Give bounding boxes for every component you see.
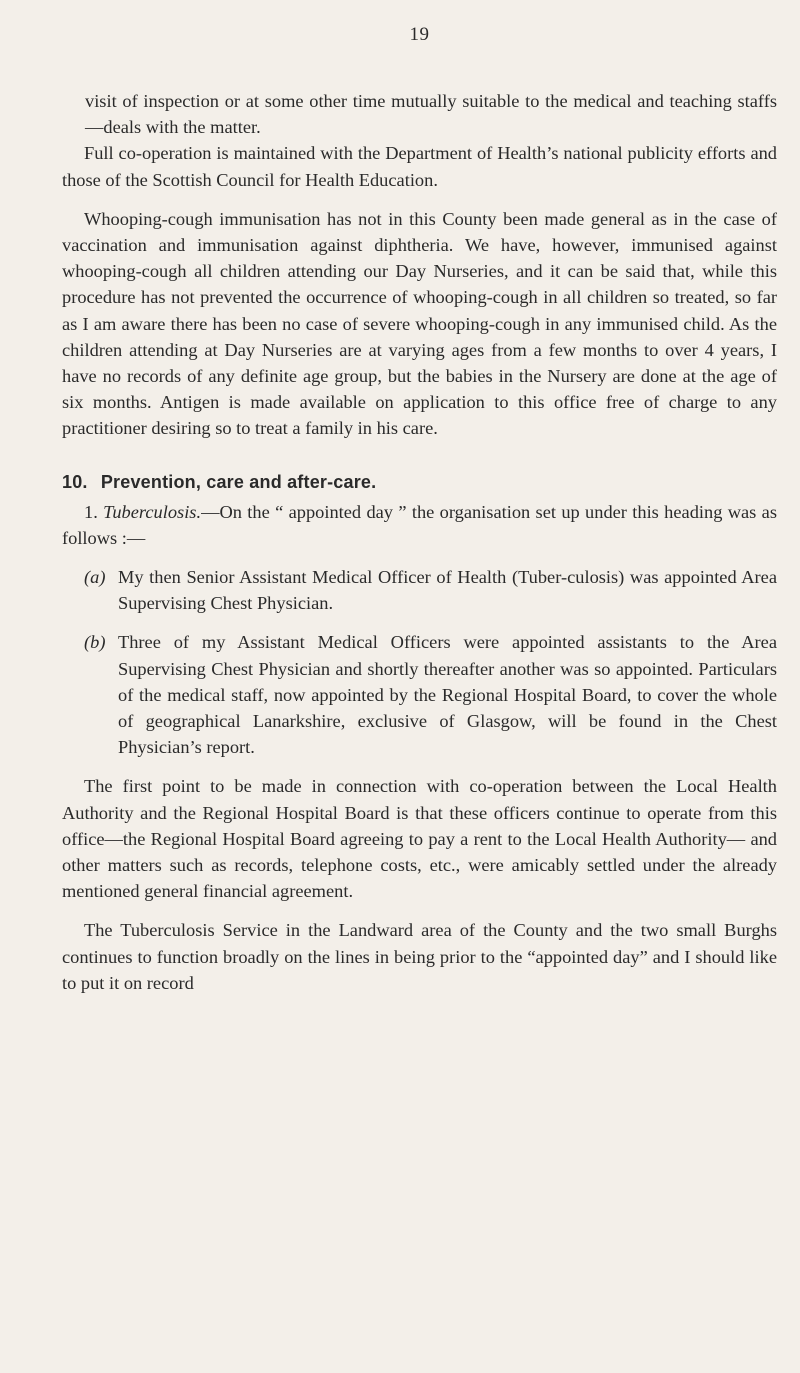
list-text-b: Three of my Assistant Medical Officers were appointed assistants to the Area Supervising Chest Physician and shortly thereafter another was so appointed. Particulars of the medical staff, now appointed by the Regional Hospital Board, to cover the whole of geographical Lanarkshire, exclusive of Glasgow, will be found in the Chest Physician’s report.	[118, 632, 777, 758]
section-title: Prevention, care and after-care.	[100, 471, 377, 492]
paragraph-whooping-cough: Whooping-cough immunisation has not in this County been made general as in the case of vaccination and immunisation against diphtheria. We have, however, immunised against whooping-cough all children attending our Day Nurseries, and it can be said that, while this procedure has not prevented the occurrence of whooping-cough in all children so treated, so far as I am aware there has been no case of severe whooping-cough in any immunised child. As the children attending at Day Nurseries are at varying ages from a few months to over 4 years, I have no records of any definite age group, but the babies in the Nursery are done at the age of six months. Antigen is made available on application to this office free of charge to any practitioner desiring so to treat a family in his care.	[62, 208, 777, 439]
paragraph-tuberculosis-intro	[62, 499, 777, 551]
page-number: 19	[409, 24, 430, 45]
paragraph-inspection-continuation: visit of inspection or at some other time mutually suitable to the medical and teaching staffs—deals with the matter.	[85, 91, 777, 138]
list-marker-b: (b)	[84, 632, 106, 653]
document-page	[62, 24, 777, 996]
paragraph-cooperation: The first point to be made in connection with co-operation between the Local Health Authority and the Regional Hospital Board is that these officers continue to operate from this office—the Regional Hospital Board agreeing to pay a rent to the Local Health Authority— and other matters such as records, telephone costs, etc., were amicably settled under the already mentioned general financial agreement.	[62, 776, 777, 902]
list-item-b	[62, 629, 777, 760]
tuberculosis-term: Tuberculosis.	[103, 501, 202, 522]
tuberculosis-intro-text: —On the “ appointed day ” the organisation set up under this heading was as follows :—	[62, 501, 777, 548]
section-heading	[62, 472, 777, 493]
tuberculosis-number: 1.	[84, 501, 98, 522]
list-item-a	[62, 564, 777, 616]
paragraph-publicity: Full co-operation is maintained with the Department of Health’s national publicity efforts and those of the Scottish Council for Health Education.	[62, 143, 777, 190]
list-text-a: My then Senior Assistant Medical Officer of Health (Tuber-culosis) was appointed Area Supervising Chest Physician.	[118, 567, 777, 614]
paragraph-landward: The Tuberculosis Service in the Landward area of the County and the two small Burghs continues to function broadly on the lines in being prior to the “appointed day” and I should like to put it on record	[62, 920, 777, 993]
section-number: 10.	[62, 471, 88, 492]
list-marker-a: (a)	[84, 567, 106, 588]
